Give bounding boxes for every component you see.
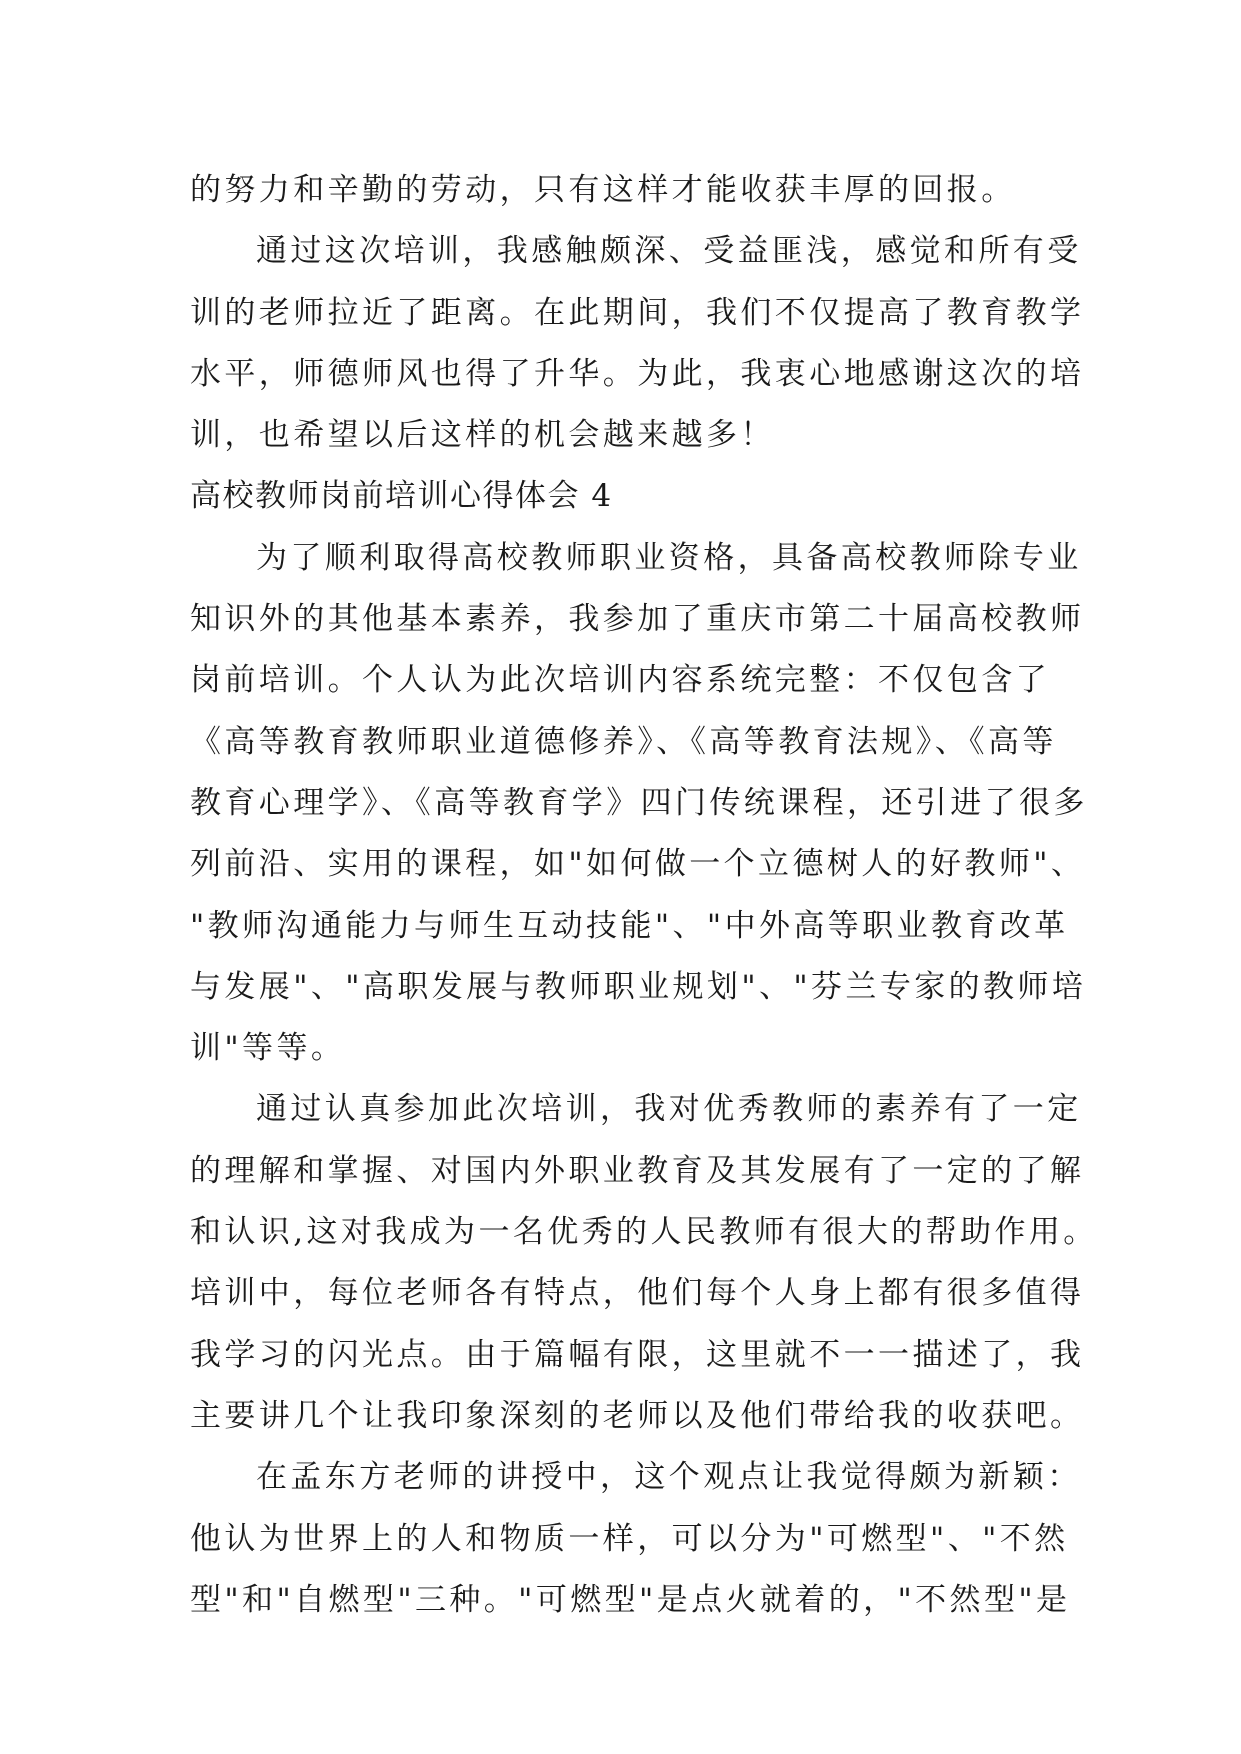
paragraph-start-line: 通过这次培训，我感触颇深、受益匪浅，感觉和所有受 bbox=[256, 233, 1082, 270]
text-line: 训的老师拉近了距离。在此期间，我们不仅提高了教育教学 bbox=[190, 294, 1085, 331]
text-line: "教师沟通能力与师生互动技能"、"中外高等职业教育改革 bbox=[190, 907, 1069, 944]
text-line: 知识外的其他基本素养，我参加了重庆市第二十届高校教师 bbox=[190, 601, 1085, 638]
text-line: 的理解和掌握、对国内外职业教育及其发展有了一定的了解 bbox=[190, 1152, 1085, 1189]
text-line: 我学习的闪光点。由于篇幅有限，这里就不一一描述了，我 bbox=[190, 1336, 1085, 1373]
text-line: 与发展"、"高职发展与教师职业规划"、"芬兰专家的教师培 bbox=[190, 968, 1087, 1005]
text-line: 列前沿、实用的课程，如"如何做一个立德树人的好教师"、 bbox=[190, 846, 1086, 883]
text-line: 《高等教育教师职业道德修养》、《高等教育法规》、《高等 bbox=[190, 723, 1057, 760]
text-line: 教育心理学》、《高等教育学》四门传统课程，还引进了很多 bbox=[190, 784, 1088, 821]
paragraph-start-line: 为了顺利取得高校教师职业资格，具备高校教师除专业 bbox=[256, 539, 1082, 576]
text-line: 他认为世界上的人和物质一样，可以分为"可燃型"、"不然 bbox=[190, 1520, 1069, 1557]
text-line: 训"等等。 bbox=[190, 1030, 346, 1067]
text-line: 主要讲几个让我印象深刻的老师以及他们带给我的收获吧。 bbox=[190, 1397, 1085, 1434]
section-heading: 高校教师岗前培训心得体会 4 bbox=[190, 478, 613, 515]
paragraph-start-line: 通过认真参加此次培训，我对优秀教师的素养有了一定 bbox=[256, 1091, 1082, 1128]
text-line: 的努力和辛勤的劳动，只有这样才能收获丰厚的回报。 bbox=[190, 172, 1016, 208]
text-line: 水平，师德师风也得了升华。为此，我衷心地感谢这次的培 bbox=[190, 355, 1085, 392]
paragraph-start-line: 在孟东方老师的讲授中，这个观点让我觉得颇为新颖： bbox=[256, 1459, 1082, 1496]
text-line: 和认识,这对我成为一名优秀的人民教师有很大的帮助作用。 bbox=[190, 1214, 1098, 1251]
document-body bbox=[190, 160, 1098, 1631]
text-line: 训，也希望以后这样的机会越来越多！ bbox=[190, 417, 775, 454]
text-line: 型"和"自燃型"三种。"可燃型"是点火就着的，"不然型"是 bbox=[190, 1581, 1071, 1618]
text-line: 培训中，每位老师各有特点，他们每个人身上都有很多值得 bbox=[190, 1275, 1085, 1312]
text-line: 岗前培训。个人认为此次培训内容系统完整：不仅包含了 bbox=[190, 662, 1050, 699]
